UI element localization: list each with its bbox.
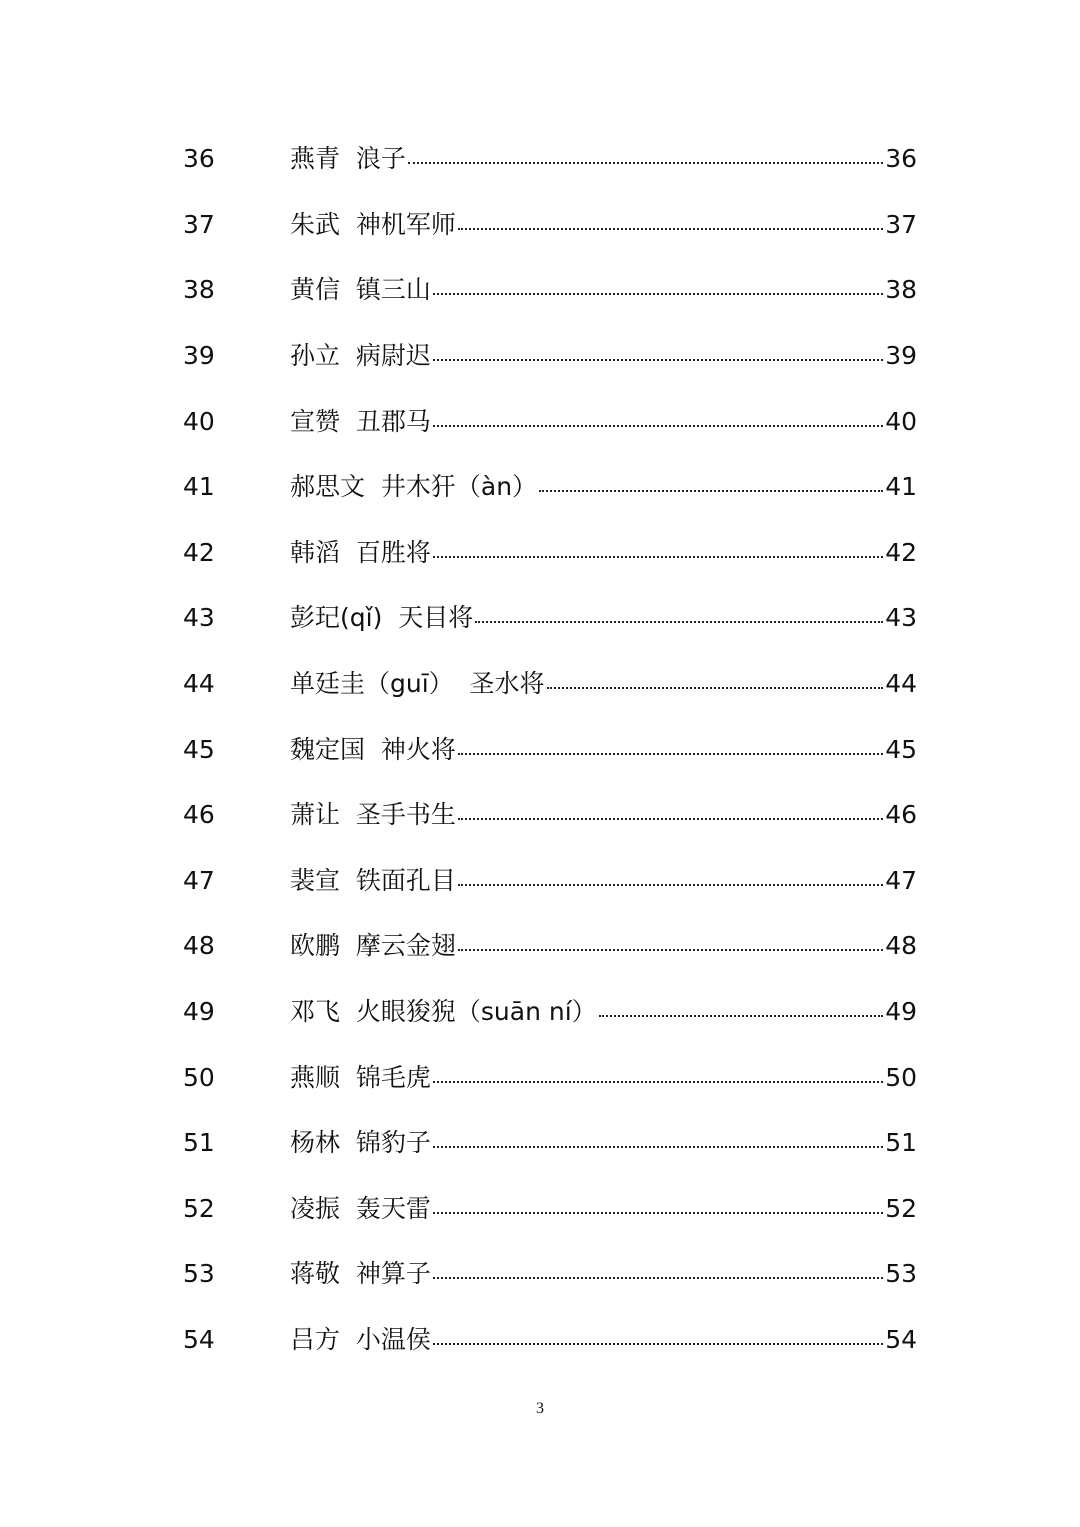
- entry-number: 45: [183, 734, 215, 764]
- dot-leader: [433, 293, 883, 295]
- entry-body: [290, 341, 917, 371]
- entry-body: [290, 144, 917, 174]
- entry-body: [290, 997, 917, 1027]
- entry-body: [290, 1128, 917, 1158]
- entry-number: 43: [183, 603, 215, 633]
- entry-page-ref: 49: [885, 997, 917, 1027]
- entry-body: [290, 800, 917, 830]
- dot-leader: [458, 753, 883, 755]
- toc-entry[interactable]: [0, 454, 1080, 520]
- entry-number: 51: [183, 1128, 215, 1158]
- entry-body: [290, 1324, 917, 1354]
- entry-body: [290, 734, 917, 764]
- dot-leader: [458, 884, 883, 886]
- entry-number: 42: [183, 537, 215, 567]
- entry-page-ref: 36: [885, 144, 917, 174]
- entry-page-ref: 39: [885, 341, 917, 371]
- entry-number: 54: [183, 1324, 215, 1354]
- entry-page-ref: 40: [885, 406, 917, 436]
- toc-entry[interactable]: [0, 520, 1080, 586]
- dot-leader: [433, 556, 883, 558]
- toc-entry[interactable]: [0, 323, 1080, 389]
- toc-entry[interactable]: [0, 848, 1080, 914]
- entry-title: 杨林 锦豹子: [290, 1128, 431, 1158]
- entry-number: 39: [183, 341, 215, 371]
- entry-page-ref: 41: [885, 472, 917, 502]
- entry-body: [290, 1259, 917, 1289]
- toc-entry[interactable]: [0, 716, 1080, 782]
- entry-number: 38: [183, 275, 215, 305]
- dot-leader: [458, 949, 883, 951]
- entry-title: 韩滔 百胜将: [290, 537, 431, 567]
- entry-title: 单廷圭（guī） 圣水将: [290, 669, 545, 699]
- dot-leader: [539, 490, 883, 492]
- entry-number: 48: [183, 931, 215, 961]
- entry-number: 40: [183, 406, 215, 436]
- toc-entry[interactable]: [0, 585, 1080, 651]
- entry-number: 49: [183, 997, 215, 1027]
- entry-page-ref: 54: [885, 1324, 917, 1354]
- dot-leader: [458, 228, 883, 230]
- toc-entry[interactable]: [0, 913, 1080, 979]
- entry-page-ref: 37: [885, 209, 917, 239]
- entry-page-ref: 53: [885, 1259, 917, 1289]
- entry-page-ref: 52: [885, 1193, 917, 1223]
- entry-title: 凌振 轰天雷: [290, 1193, 431, 1223]
- entry-page-ref: 43: [885, 603, 917, 633]
- dot-leader: [547, 687, 884, 689]
- toc-entry[interactable]: [0, 1176, 1080, 1242]
- toc-entry[interactable]: [0, 1307, 1080, 1373]
- entry-page-ref: 42: [885, 537, 917, 567]
- entry-title: 欧鹏 摩云金翅: [290, 931, 456, 961]
- entry-number: 50: [183, 1062, 215, 1092]
- entry-page-ref: 47: [885, 865, 917, 895]
- entry-title: 吕方 小温侯: [290, 1324, 431, 1354]
- entry-number: 47: [183, 865, 215, 895]
- dot-leader: [433, 1081, 883, 1083]
- entry-body: [290, 406, 917, 436]
- entry-title: 裴宣 铁面孔目: [290, 865, 456, 895]
- entry-body: [290, 537, 917, 567]
- entry-page-ref: 44: [885, 669, 917, 699]
- toc-entry[interactable]: [0, 782, 1080, 848]
- toc-entry[interactable]: [0, 192, 1080, 258]
- toc-entry[interactable]: [0, 257, 1080, 323]
- entry-page-ref: 45: [885, 734, 917, 764]
- dot-leader: [433, 1277, 883, 1279]
- table-of-contents: [0, 126, 1080, 1372]
- dot-leader: [433, 1212, 883, 1214]
- dot-leader: [458, 818, 883, 820]
- entry-title: 宣赞 丑郡马: [290, 406, 431, 436]
- entry-page-ref: 50: [885, 1062, 917, 1092]
- entry-title: 萧让 圣手书生: [290, 800, 456, 830]
- toc-entry[interactable]: [0, 1241, 1080, 1307]
- dot-leader: [433, 359, 883, 361]
- entry-title: 燕青 浪子: [290, 144, 406, 174]
- dot-leader: [433, 1146, 883, 1148]
- entry-body: [290, 603, 917, 633]
- dot-leader: [475, 621, 883, 623]
- entry-page-ref: 51: [885, 1128, 917, 1158]
- toc-entry[interactable]: [0, 651, 1080, 717]
- entry-number: 41: [183, 472, 215, 502]
- entry-number: 53: [183, 1259, 215, 1289]
- page-number: 3: [536, 1400, 544, 1417]
- entry-body: [290, 472, 917, 502]
- dot-leader: [433, 1343, 883, 1345]
- entry-page-ref: 38: [885, 275, 917, 305]
- entry-title: 彭玘(qǐ) 天目将: [290, 603, 474, 633]
- toc-entry[interactable]: [0, 388, 1080, 454]
- entry-body: [290, 1062, 917, 1092]
- entry-title: 燕顺 锦毛虎: [290, 1062, 431, 1092]
- entry-body: [290, 1193, 917, 1223]
- toc-entry[interactable]: [0, 1044, 1080, 1110]
- toc-entry[interactable]: [0, 1110, 1080, 1176]
- entry-number: 37: [183, 209, 215, 239]
- entry-number: 52: [183, 1193, 215, 1223]
- entry-body: [290, 865, 917, 895]
- dot-leader: [433, 425, 883, 427]
- entry-title: 郝思文 井木犴（àn）: [290, 472, 538, 502]
- entry-number: 44: [183, 669, 215, 699]
- entry-title: 邓飞 火眼狻猊（suān ní）: [290, 997, 597, 1027]
- entry-body: [290, 931, 917, 961]
- entry-title: 魏定国 神火将: [290, 734, 456, 764]
- entry-body: [290, 669, 917, 699]
- entry-title: 朱武 神机军师: [290, 209, 456, 239]
- entry-body: [290, 275, 917, 305]
- dot-leader: [599, 1015, 884, 1017]
- dot-leader: [408, 162, 883, 164]
- entry-body: [290, 209, 917, 239]
- entry-page-ref: 48: [885, 931, 917, 961]
- entry-title: 蒋敬 神算子: [290, 1259, 431, 1289]
- entry-title: 孙立 病尉迟: [290, 341, 431, 371]
- toc-entry[interactable]: [0, 126, 1080, 192]
- entry-page-ref: 46: [885, 800, 917, 830]
- entry-number: 46: [183, 800, 215, 830]
- entry-title: 黄信 镇三山: [290, 275, 431, 305]
- entry-number: 36: [183, 144, 215, 174]
- toc-entry[interactable]: [0, 979, 1080, 1045]
